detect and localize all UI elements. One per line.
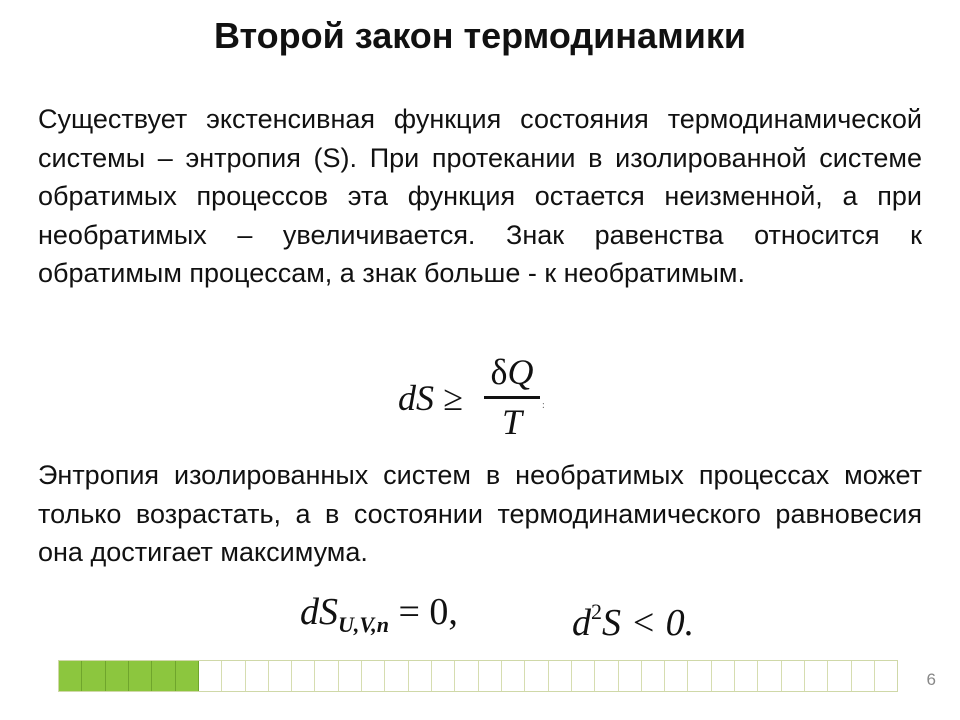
progress-segment-filled (129, 661, 152, 691)
formula-entropy-inequality (398, 352, 558, 444)
progress-segment-filled (59, 661, 82, 691)
progress-segment-empty (805, 661, 828, 691)
numerator-variable: Q (507, 352, 534, 392)
progress-segment-empty (688, 661, 711, 691)
progress-segment-empty (595, 661, 618, 691)
progress-segment-empty (619, 661, 642, 691)
progress-segment-empty (455, 661, 478, 691)
formula-lhs: dS ≥ (398, 378, 463, 418)
progress-segment-empty (549, 661, 572, 691)
fraction-bar (484, 396, 540, 399)
page-number: 6 (926, 670, 936, 689)
progress-segment-filled (106, 661, 129, 691)
numerator-delta: δ (490, 352, 508, 392)
paragraph-entropy-maximum: Энтропия изолированных систем в необратимых процессах может только возрастать, а в состоянии термодинамического равновесия она достигает максимума. (38, 460, 922, 567)
progress-segment-empty (502, 661, 525, 691)
progress-segment-empty (199, 661, 222, 691)
progress-segment-empty (735, 661, 758, 691)
formula3-sup: 2 (591, 599, 602, 624)
progress-segment-filled (82, 661, 105, 691)
formula-entropy-differential (300, 588, 458, 649)
progress-segment-empty (828, 661, 851, 691)
formula2-subscript: U,V,n (338, 612, 389, 637)
progress-segment-empty (525, 661, 548, 691)
progress-segment-empty (665, 661, 688, 691)
formula-second-differential (572, 588, 694, 647)
progress-segment-empty (758, 661, 781, 691)
progress-segment-empty (246, 661, 269, 691)
slide-progress-bar (58, 660, 898, 692)
progress-segment-empty (292, 661, 315, 691)
progress-segment-empty (385, 661, 408, 691)
progress-segment-empty (712, 661, 735, 691)
formula-numerator (484, 352, 540, 392)
progress-segment-filled (152, 661, 175, 691)
formula3-d: d (572, 602, 591, 644)
progress-segment-empty (339, 661, 362, 691)
formula3-rest: S < 0. (602, 602, 695, 644)
progress-segment-empty (222, 661, 245, 691)
progress-segment-empty (572, 661, 595, 691)
progress-segment-empty (315, 661, 338, 691)
slide-title: Второй закон термодинамики (213, 15, 746, 56)
progress-segment-filled (176, 661, 199, 691)
formula-denominator: T (501, 402, 523, 442)
progress-segment-empty (642, 661, 665, 691)
progress-segment-empty (362, 661, 385, 691)
formula2-main: dS (300, 591, 338, 633)
progress-segment-empty (782, 661, 805, 691)
progress-segment-empty (852, 661, 875, 691)
progress-segment-empty (875, 661, 897, 691)
progress-segment-empty (409, 661, 432, 691)
progress-segment-empty (479, 661, 502, 691)
progress-segment-empty (432, 661, 455, 691)
formula2-rest: = 0, (388, 591, 458, 633)
progress-segment-empty (269, 661, 292, 691)
paragraph-entropy-definition: Существует экстенсивная функция состояния термодинамической системы – энтропия (S). При протекании в изолированной системе обратимых процессов эта функция остается неизменной, а при необратимых – увеличивается. Знак равенства относится к обратимым процессам, а знак больше - к необратимым. (38, 104, 922, 288)
formula-trailing-mark: : (542, 400, 545, 411)
